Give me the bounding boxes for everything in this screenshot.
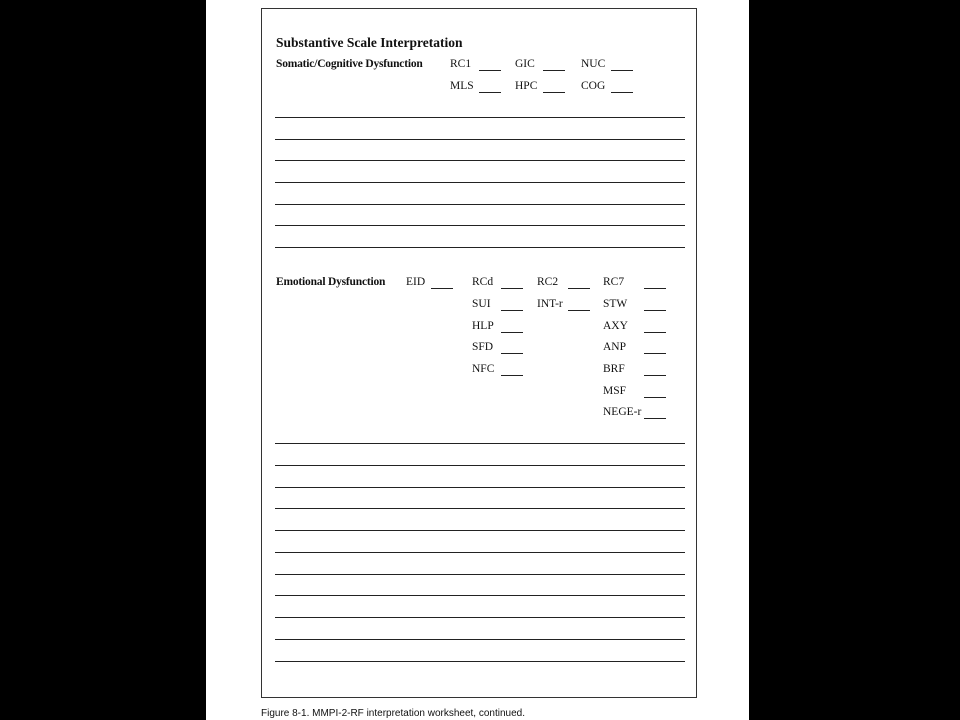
scale-label-rcd: RCd bbox=[472, 276, 494, 288]
scale-label-hlp: HLP bbox=[472, 320, 494, 332]
scale-blank-nege-r[interactable] bbox=[644, 418, 666, 419]
writing-line[interactable] bbox=[275, 182, 685, 183]
scale-blank-cog[interactable] bbox=[611, 92, 633, 93]
writing-line[interactable] bbox=[275, 661, 685, 662]
scale-label-sui: SUI bbox=[472, 298, 491, 310]
scale-blank-anp[interactable] bbox=[644, 353, 666, 354]
writing-line[interactable] bbox=[275, 574, 685, 575]
somatic-heading: Somatic/Cognitive Dysfunction bbox=[276, 58, 423, 70]
writing-line[interactable] bbox=[275, 639, 685, 640]
scale-label-cog: COG bbox=[581, 80, 606, 92]
scale-blank-rc2[interactable] bbox=[568, 288, 590, 289]
scale-label-rc7: RC7 bbox=[603, 276, 625, 288]
writing-line[interactable] bbox=[275, 508, 685, 509]
writing-line[interactable] bbox=[275, 465, 685, 466]
figure-caption: Figure 8-1. MMPI-2-RF interpretation worksheet, continued. bbox=[261, 708, 525, 719]
scale-blank-sfd[interactable] bbox=[501, 353, 523, 354]
writing-line[interactable] bbox=[275, 225, 685, 226]
writing-line[interactable] bbox=[275, 117, 685, 118]
scale-label-msf: MSF bbox=[603, 385, 627, 397]
scale-blank-hlp[interactable] bbox=[501, 332, 523, 333]
writing-line[interactable] bbox=[275, 204, 685, 205]
scale-label-int-r: INT-r bbox=[537, 298, 563, 310]
writing-line[interactable] bbox=[275, 487, 685, 488]
writing-line[interactable] bbox=[275, 617, 685, 618]
scale-blank-axy[interactable] bbox=[644, 332, 666, 333]
scale-label-gic: GIC bbox=[515, 58, 535, 70]
scale-label-eid: EID bbox=[406, 276, 426, 288]
writing-line[interactable] bbox=[275, 443, 685, 444]
scale-blank-rc7[interactable] bbox=[644, 288, 666, 289]
scale-label-stw: STW bbox=[603, 298, 628, 310]
scale-blank-rc1[interactable] bbox=[479, 70, 501, 71]
scale-blank-gic[interactable] bbox=[543, 70, 565, 71]
scale-label-mls: MLS bbox=[450, 80, 474, 92]
scale-blank-brf[interactable] bbox=[644, 375, 666, 376]
writing-line[interactable] bbox=[275, 595, 685, 596]
scale-blank-sui[interactable] bbox=[501, 310, 523, 311]
writing-line[interactable] bbox=[275, 160, 685, 161]
scale-blank-msf[interactable] bbox=[644, 397, 666, 398]
scale-label-nfc: NFC bbox=[472, 363, 495, 375]
scale-label-rc1: RC1 bbox=[450, 58, 472, 70]
emotional-heading: Emotional Dysfunction bbox=[276, 276, 386, 288]
scale-label-brf: BRF bbox=[603, 363, 625, 375]
writing-line[interactable] bbox=[275, 530, 685, 531]
scale-blank-eid[interactable] bbox=[431, 288, 453, 289]
scale-label-sfd: SFD bbox=[472, 341, 494, 353]
scale-label-axy: AXY bbox=[603, 320, 628, 332]
writing-line[interactable] bbox=[275, 552, 685, 553]
scale-blank-mls[interactable] bbox=[479, 92, 501, 93]
scale-blank-int-r[interactable] bbox=[568, 310, 590, 311]
scale-blank-nuc[interactable] bbox=[611, 70, 633, 71]
worksheet-page bbox=[206, 0, 749, 720]
scale-blank-rcd[interactable] bbox=[501, 288, 523, 289]
scale-blank-stw[interactable] bbox=[644, 310, 666, 311]
writing-line[interactable] bbox=[275, 247, 685, 248]
scale-label-nege-r: NEGE-r bbox=[603, 406, 642, 418]
scale-label-anp: ANP bbox=[603, 341, 627, 353]
scale-label-nuc: NUC bbox=[581, 58, 606, 70]
scale-blank-hpc[interactable] bbox=[543, 92, 565, 93]
scale-blank-nfc[interactable] bbox=[501, 375, 523, 376]
scale-label-hpc: HPC bbox=[515, 80, 538, 92]
writing-line[interactable] bbox=[275, 139, 685, 140]
section-title: Substantive Scale Interpretation bbox=[276, 35, 463, 50]
scale-label-rc2: RC2 bbox=[537, 276, 559, 288]
